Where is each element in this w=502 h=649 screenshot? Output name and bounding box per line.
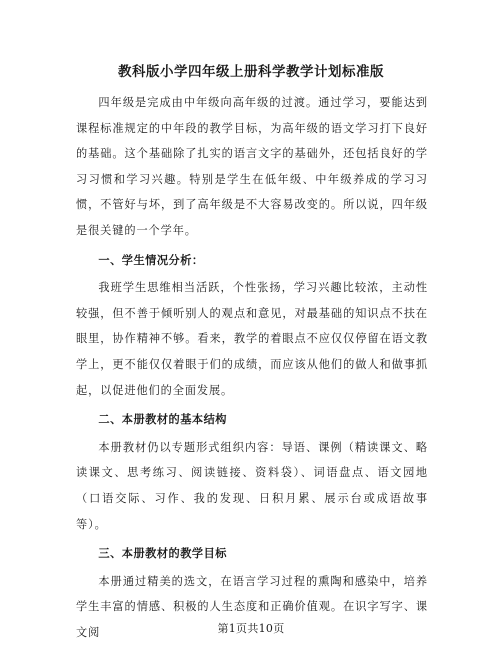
page-number-footer: 第1页共10页: [217, 622, 285, 635]
structure-paragraph: 本册教材仍以专题形式组织内容：导语、课例（精读课文、略读课文、思考练习、阅读链接、资料袋）、词语盘点、语文园地（口语交际、习作、我的发现、日积月累、展示台或成语故事等）。: [76, 440, 428, 531]
students-paragraph: 我班学生思维相当活跃，个性张扬，学习兴趣比较浓，主动性较强，但不善于倾听别人的观点和意见，对最基础的知识点不扶在眼里，协作精神不够。看来，教学的着眼点不应仅仅停留在语文教学上，更不能仅仅着眼于们的成绩，而应该从他们的做人和做事抓起，以促进他们的全面发展。: [76, 281, 428, 397]
goals-paragraph: 本册通过精美的选文，在语言学习过程的熏陶和感染中，培养学生丰富的情感、积极的人生态度和正确价值观。在识字写字、课文阅: [76, 574, 428, 639]
section-heading-structure: 二、本册教材的基本结构: [98, 413, 227, 427]
intro-paragraph: 四年级是完成由中年级向高年级的过渡。通过学习，要能达到课程标准规定的中年段的教学目标，为高年级的语文学习打下良好的基础。这个基础除了扎实的语言文字的基础外，还包括良好的学习习惯和学习兴趣。特别是学生在低年级、中年级养成的学习习惯，不管好与坏，到了高年级是不大容易改变的。所以说，四年级是很关键的一个学年。: [76, 96, 428, 237]
section-heading-students: 一、学生情况分析：: [98, 253, 204, 267]
document-title: 教科版小学四年级上册科学教学计划标准版: [118, 64, 384, 80]
section-heading-goals: 三、本册教材的教学目标: [98, 547, 227, 561]
document-body: [76, 90, 428, 649]
